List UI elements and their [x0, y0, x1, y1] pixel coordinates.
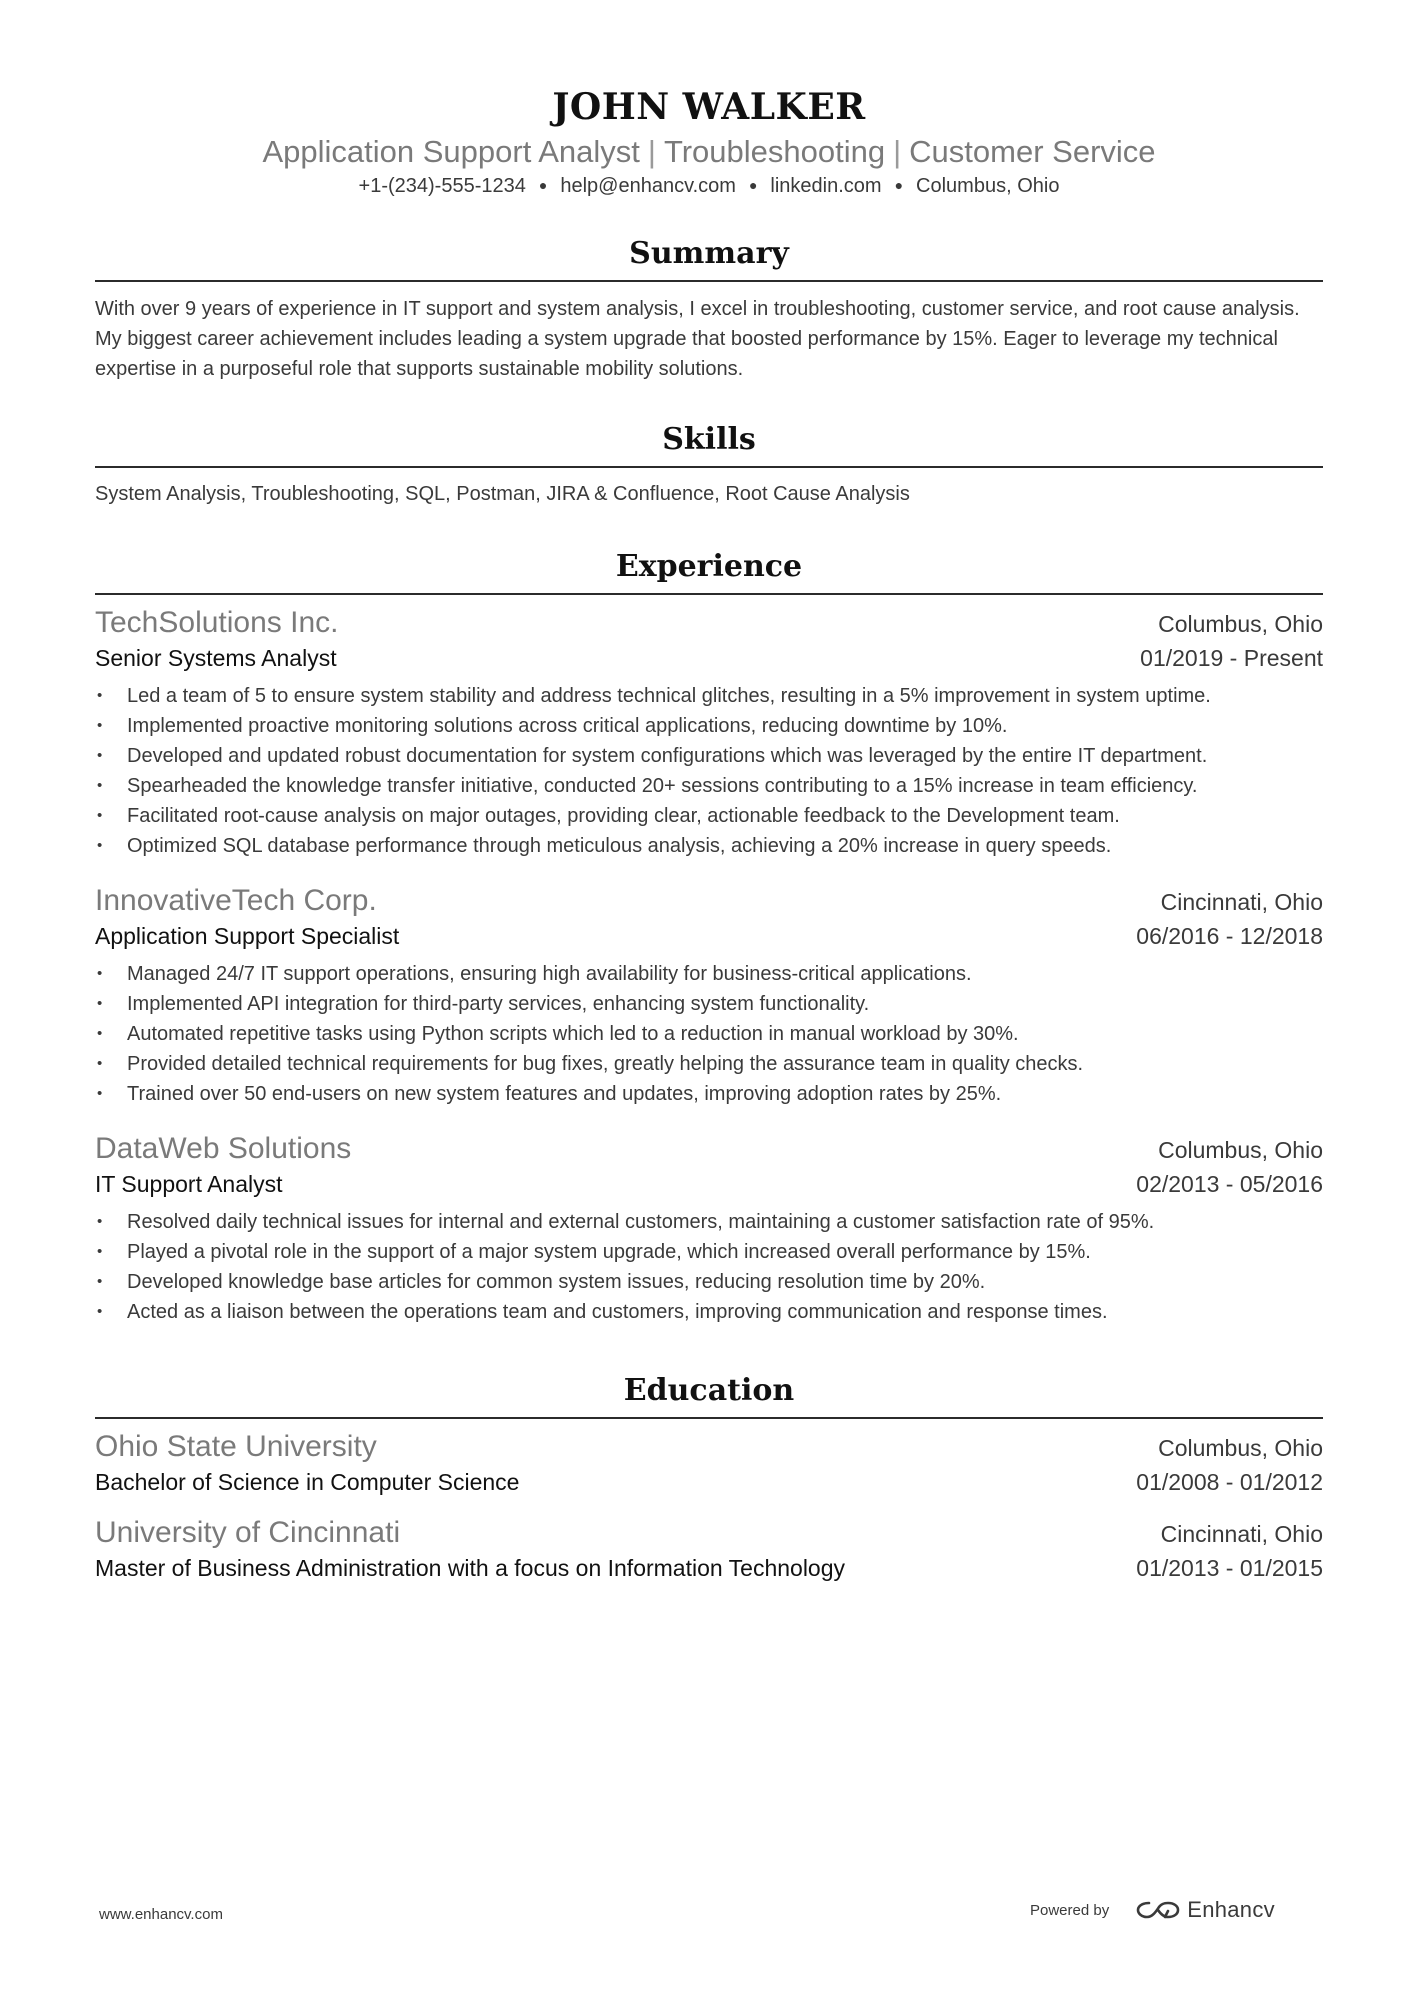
school-name: University of Cincinnati	[95, 1516, 401, 1549]
achievement-item: • Led a team of 5 to ensure system stability and address technical glitches, resulting in a 5% improvement in system uptime.	[95, 681, 1323, 711]
powered-by-label: Powered by	[1030, 1901, 1110, 1919]
education-entry	[95, 1429, 1323, 1497]
achievement-item: • Trained over 50 end-users on new system features and updates, improving adoption rates by 25%.	[95, 1079, 1323, 1109]
job-dates: 01/2019 - Present	[1140, 645, 1323, 671]
job-location: Cincinnati, Ohio	[1160, 889, 1323, 915]
website-link[interactable]: www.enhancv.com	[99, 1906, 223, 1923]
achievement-list	[95, 681, 1323, 861]
job-title: Application Support Specialist	[95, 923, 400, 949]
education-dates: 01/2008 - 01/2012	[1136, 1469, 1323, 1495]
skills-text: System Analysis, Troubleshooting, SQL, Postman, JIRA & Confluence, Root Cause Analysis	[95, 483, 910, 505]
resume-page	[95, 0, 1323, 1583]
contact-location: Columbus, Ohio	[916, 175, 1060, 197]
job-dates: 02/2013 - 05/2016	[1136, 1171, 1323, 1197]
school-name: Ohio State University	[95, 1430, 377, 1463]
bullet-separator: ●	[748, 177, 758, 193]
achievement-item: • Provided detailed technical requirements for bug fixes, greatly helping the assurance team in quality checks.	[95, 1049, 1323, 1079]
experience-entry	[95, 605, 1323, 861]
achievement-item: • Implemented proactive monitoring solutions across critical applications, reducing downtime by 10%.	[95, 711, 1323, 741]
achievement-list	[95, 1207, 1323, 1327]
education-heading: Education	[95, 1373, 1323, 1419]
job-dates: 06/2016 - 12/2018	[1136, 923, 1323, 949]
candidate-title	[95, 134, 1323, 170]
achievement-item: • Automated repetitive tasks using Python scripts which led to a reduction in manual workload by 30%.	[95, 1019, 1323, 1049]
achievement-item: • Acted as a liaison between the operations team and customers, improving communication and response times.	[95, 1297, 1323, 1327]
job-title: Senior Systems Analyst	[95, 645, 337, 671]
achievement-item: • Implemented API integration for third-party services, enhancing system functionality.	[95, 989, 1323, 1019]
enhancv-brand-link[interactable]	[1135, 1897, 1275, 1923]
summary-section	[95, 236, 1323, 384]
contact-email: help@enhancv.com	[560, 175, 736, 197]
bullet-separator: ●	[894, 177, 904, 193]
education-entry	[95, 1515, 1323, 1583]
job-location: Columbus, Ohio	[1158, 611, 1323, 637]
achievement-item: • Spearheaded the knowledge transfer initiative, conducted 20+ sessions contributing to a 15% increase in team efficiency.	[95, 771, 1323, 801]
achievement-list	[95, 959, 1323, 1109]
achievement-item: • Optimized SQL database performance through meticulous analysis, achieving a 20% increase in query speeds.	[95, 831, 1323, 861]
enhancv-logo-icon	[1135, 1899, 1181, 1921]
powered-by-footer	[1030, 1897, 1275, 1923]
experience-section	[95, 549, 1323, 1327]
achievement-item: • Facilitated root-cause analysis on major outages, providing clear, actionable feedback to the Development team.	[95, 801, 1323, 831]
bullet-separator: ●	[538, 177, 548, 193]
experience-entry	[95, 883, 1323, 1109]
brand-name: Enhancv	[1187, 1897, 1275, 1922]
title-part: Troubleshooting	[663, 134, 886, 169]
title-separator: |	[893, 134, 902, 169]
job-location: Columbus, Ohio	[1158, 1137, 1323, 1163]
title-separator: |	[647, 134, 656, 169]
contact-phone: +1-(234)-555-1234	[358, 175, 526, 197]
achievement-item: • Developed and updated robust documentation for system configurations which was leveraged by the entire IT department.	[95, 741, 1323, 771]
degree-name: Bachelor of Science in Computer Science	[95, 1469, 520, 1495]
resume-header	[95, 86, 1323, 200]
contact-linkedin: linkedin.com	[770, 175, 882, 197]
company-name: TechSolutions Inc.	[95, 606, 339, 639]
achievement-item: • Developed knowledge base articles for common system issues, reducing resolution time by 20%.	[95, 1267, 1323, 1297]
candidate-name: JOHN WALKER	[552, 86, 866, 128]
job-title: IT Support Analyst	[95, 1171, 283, 1197]
title-part: Customer Service	[909, 134, 1156, 169]
title-part: Application Support Analyst	[262, 134, 640, 169]
achievement-item: • Played a pivotal role in the support of a major system upgrade, which increased overall performance by 15%.	[95, 1237, 1323, 1267]
summary-heading: Summary	[95, 236, 1323, 282]
degree-name: Master of Business Administration with a focus on Information Technology	[95, 1555, 846, 1581]
company-name: InnovativeTech Corp.	[95, 884, 377, 917]
achievement-item: • Managed 24/7 IT support operations, ensuring high availability for business-critical applications.	[95, 959, 1323, 989]
education-dates: 01/2013 - 01/2015	[1136, 1555, 1323, 1581]
education-section	[95, 1373, 1323, 1583]
contact-line	[95, 173, 1323, 200]
experience-heading: Experience	[95, 549, 1323, 595]
skills-section	[95, 422, 1323, 509]
skills-heading: Skills	[95, 422, 1323, 468]
achievement-item: • Resolved daily technical issues for internal and external customers, maintaining a customer satisfaction rate of 95%.	[95, 1207, 1323, 1237]
school-location: Cincinnati, Ohio	[1160, 1521, 1323, 1547]
experience-entry	[95, 1131, 1323, 1327]
company-name: DataWeb Solutions	[95, 1132, 352, 1165]
school-location: Columbus, Ohio	[1158, 1435, 1323, 1461]
summary-text: With over 9 years of experience in IT support and system analysis, I excel in troubleshooting, customer service, and root cause analysis. My biggest career achievement includes leading a system upgrade that boosted performance by 15%. Eager to leverage my technical expertise in a purposeful role that supports sustainable mobility solutions.	[95, 298, 1300, 380]
